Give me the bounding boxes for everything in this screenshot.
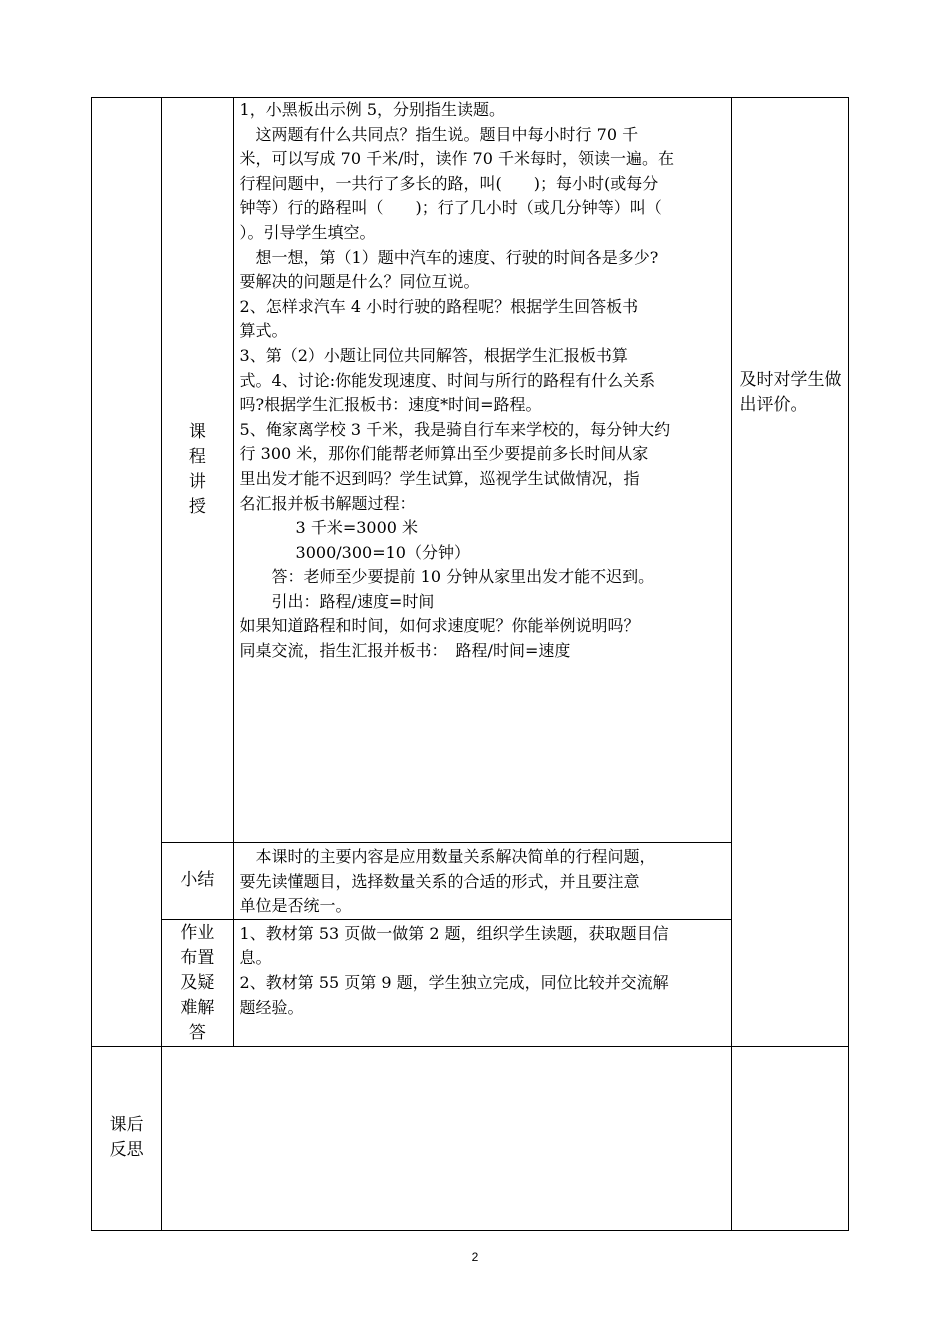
lecture-line: 行程问题中，一共行了多长的路，叫( )；每小时(或每分 (239, 173, 659, 193)
lecture-line: 3000/300=10（分钟） (295, 542, 470, 562)
lecture-line: 引出：路程/速度=时间 (271, 591, 435, 611)
homework-label: 作业 布置 及疑 难解 答 (162, 919, 233, 1046)
homework-line: 1、教材第 53 页做一做第 2 题，组织学生读题，获取题目信 (239, 923, 669, 943)
lecture-line: 3、第（2）小题让同位共同解答，根据学生汇报板书算 (239, 345, 628, 365)
lecture-content (233, 98, 731, 843)
evaluation-note: 及时对学生做出评价。 (731, 98, 848, 1047)
lecture-line: 里出发才能不迟到吗？学生试算，巡视学生试做情况，指 (239, 468, 640, 488)
page-number: 2 (471, 1250, 479, 1264)
lecture-line: 想一想，第（1）题中汽车的速度、行驶的时间各是多少? (255, 247, 659, 267)
lecture-line: 算式。 (239, 321, 288, 341)
lecture-line: 2、怎样求汽车 4 小时行驶的路程呢？根据学生回答板书 (239, 296, 639, 316)
lesson-plan-table (91, 97, 849, 1231)
lecture-line: 同桌交流，指生汇报并板书： 路程/时间=速度 (239, 641, 571, 661)
summary-line: 本课时的主要内容是应用数量关系解决简单的行程问题， (239, 847, 656, 866)
empty-left-cell (92, 98, 162, 1047)
lecture-line: 米，可以写成 70 千米/时，读作 70 千米每时，领读一遍。在 (239, 149, 675, 169)
lecture-line: 答：老师至少要提前 10 分钟从家里出发才能不迟到。 (271, 567, 655, 587)
lecture-line: 1，小黑板出示例 5，分别指生读题。 (239, 100, 505, 119)
homework-line: 息。 (239, 948, 272, 968)
lecture-row (92, 98, 849, 843)
lecture-line: 这两题有什么共同点？指生说。题目中每小时行 70 千 (255, 124, 639, 144)
homework-content (233, 919, 731, 1046)
reflection-note (731, 1046, 848, 1230)
lecture-label: 课 程 讲 授 (162, 98, 233, 843)
homework-line: 题经验。 (239, 997, 304, 1017)
homework-line: 2、教材第 55 页第 9 题，学生独立完成，同位比较并交流解 (239, 972, 669, 992)
lecture-line: 要解决的问题是什么？同位互说。 (239, 272, 480, 292)
lecture-line: 钟等）行的路程叫（ )；行了几小时（或几分钟等）叫（ (239, 198, 662, 218)
summary-line: 要先读懂题目，选择数量关系的合适的形式，并且要注意 (239, 871, 640, 891)
lecture-line: 5、俺家离学校 3 千米，我是骑自行车来学校的，每分钟大约 (239, 419, 671, 439)
lecture-line: 行 300 米，那你们能帮老师算出至少要提前多长时间从家 (239, 444, 649, 464)
reflection-row (92, 1046, 849, 1230)
lecture-line: 吗?根据学生汇报板书：速度*时间=路程。 (239, 395, 542, 415)
lecture-line: 3 千米=3000 米 (295, 518, 419, 538)
lecture-line: 如果知道路程和时间，如何求速度呢？你能举例说明吗？ (239, 616, 640, 636)
lecture-line: 式。4、讨论:你能发现速度、时间与所行的路程有什么关系 (239, 370, 656, 390)
reflection-content (162, 1046, 731, 1230)
summary-content (233, 843, 731, 920)
lecture-line: 名汇报并板书解题过程： (239, 493, 416, 513)
reflection-label: 课后 反思 (92, 1046, 162, 1230)
lecture-line: ）。引导学生填空。 (239, 222, 376, 242)
summary-label: 小结 (162, 843, 233, 920)
summary-line: 单位是否统一。 (239, 896, 352, 916)
